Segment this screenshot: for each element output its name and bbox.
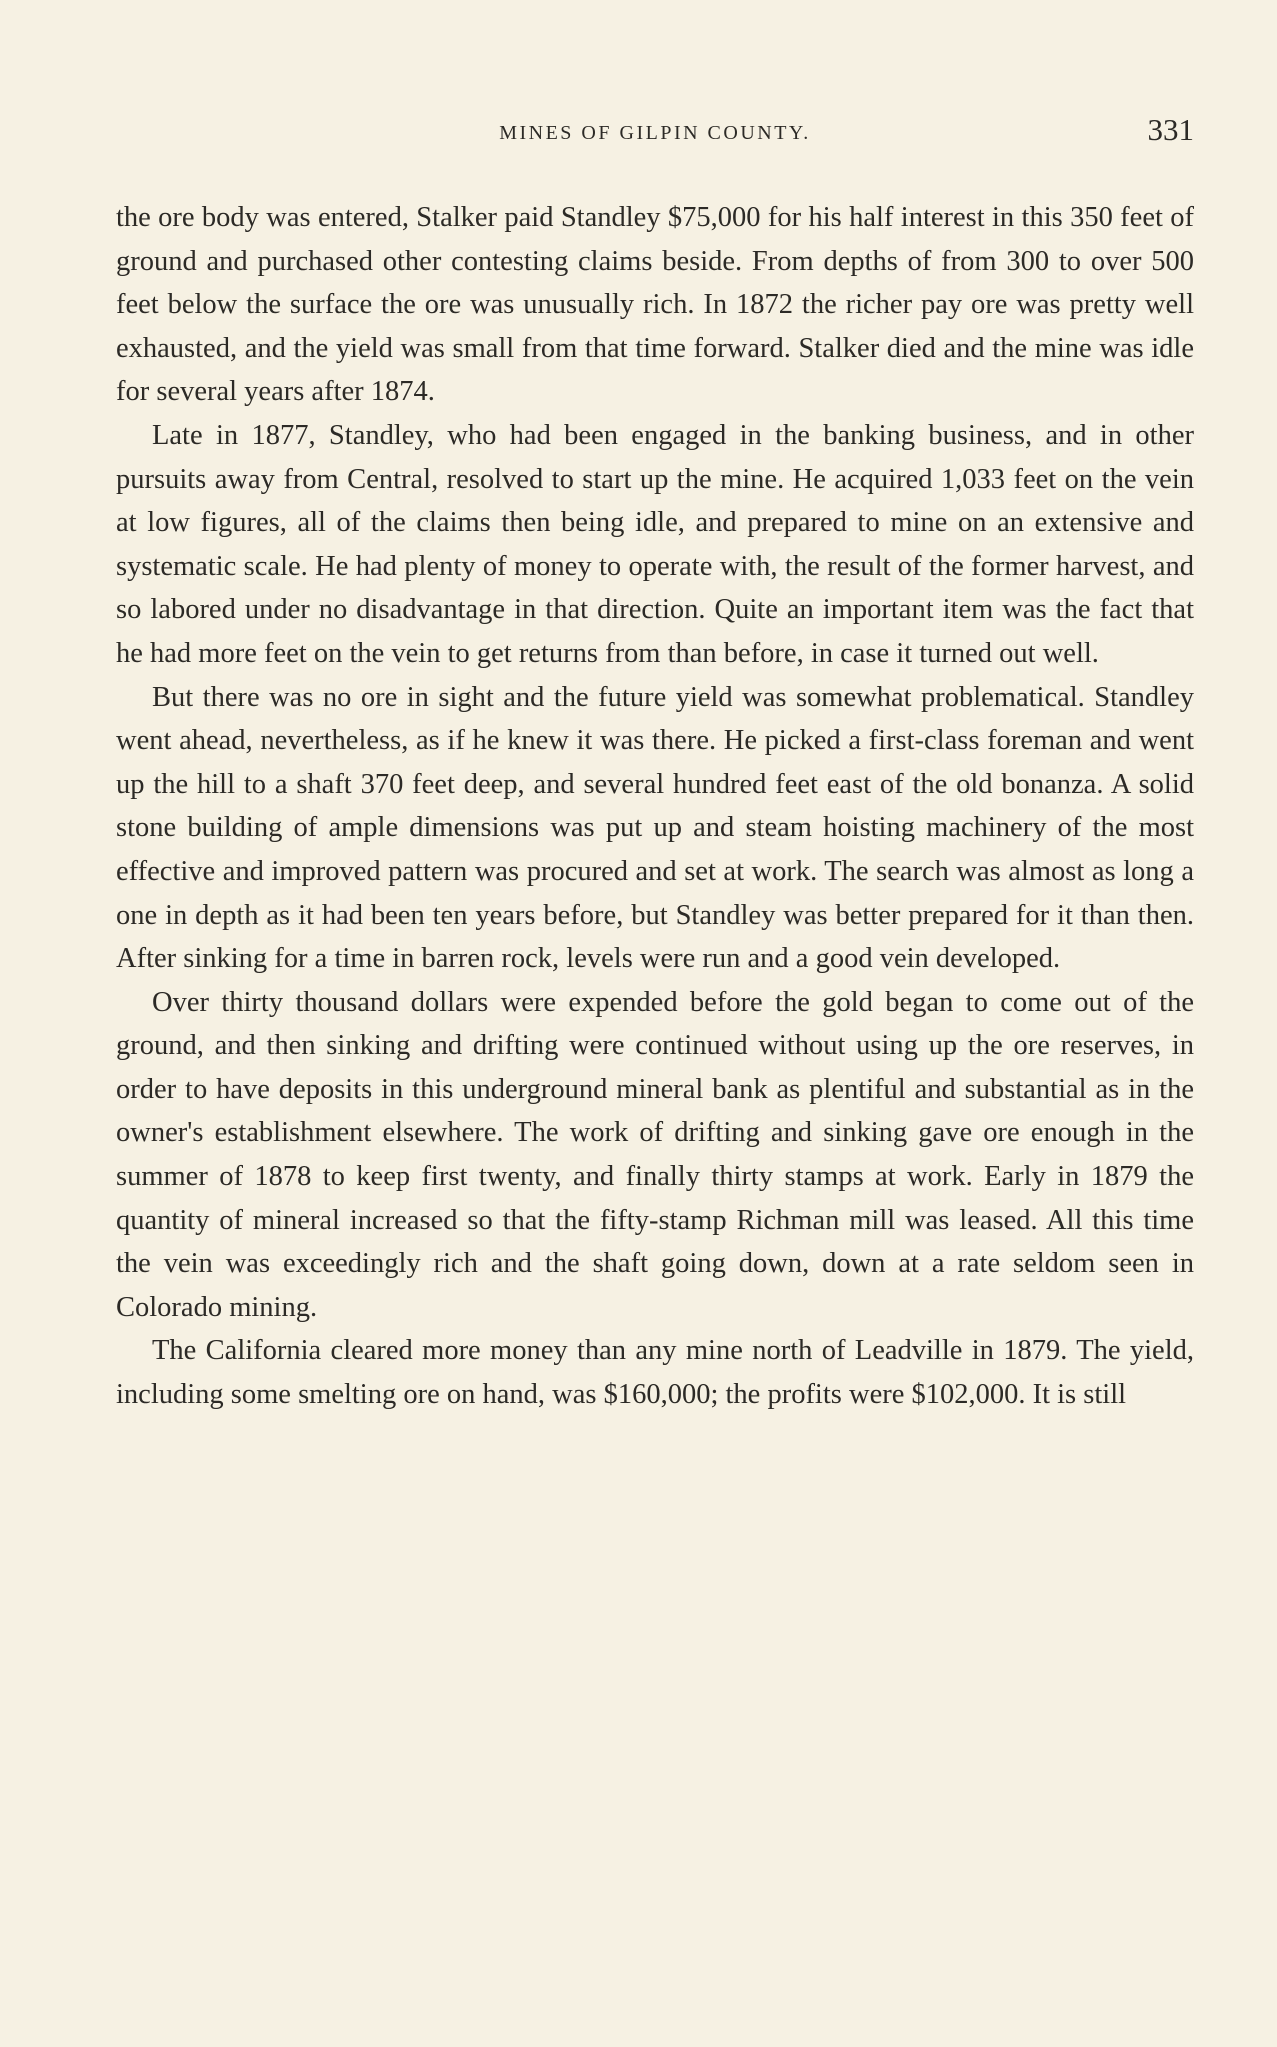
page-number: 331: [1147, 112, 1194, 147]
page-header: [116, 112, 1194, 156]
paragraph: Late in 1877, Standley, who had been engaged in the banking business, and in other pursuits away from Central, resolved to start up the mine. He acquired 1,033 feet on the vein at low figures, all of the claims then being idle, and prepared to mine on an extensive and systematic scale. He had plenty of money to operate with, the result of the former harvest, and so labored under no disadvantage in that direction. Quite an important item was the fact that he had more feet on the vein to get returns from than before, in case it turned out well.: [116, 419, 1194, 669]
running-head: MINES OF GILPIN COUNTY.: [499, 122, 811, 144]
paragraph: the ore body was entered, Stalker paid Standley $75,000 for his half interest in this 350 feet of ground and purchased other contesting claims beside. From depths of from 300 to over 500 feet below the surface the ore was unusually rich. In 1872 the richer pay ore was pretty well exhausted, and the yield was small from that time forward. Stalker died and the mine was idle for several years after 1874.: [116, 202, 1194, 408]
paragraph: Over thirty thousand dollars were expended before the gold began to come out of the ground, and then sinking and drifting were continued without using up the ore reserves, in order to have deposits in this underground mineral bank as plentiful and substantial as in the owner's establishment elsewhere. The work of drifting and sinking gave ore enough in the summer of 1878 to keep first twenty, and finally thirty stamps at work. Early in 1879 the quantity of mineral increased so that the fifty-stamp Richman mill was leased. All this time the vein was exceedingly rich and the shaft going down, down at a rate seldom seen in Colorado mining.: [116, 986, 1194, 1323]
body-text: [116, 196, 1194, 1417]
paragraph: The California cleared more money than any mine north of Leadville in 1879. The yield, including some smelting ore on hand, was $160,000; the profits were $102,000. It is still: [116, 1335, 1194, 1411]
paragraph: But there was no ore in sight and the future yield was somewhat problematical. Standley went ahead, nevertheless, as if he knew it was there. He picked a first-class foreman and went up the hill to a shaft 370 feet deep, and several hundred feet east of the old bonanza. A solid stone building of ample dimensions was put up and steam hoisting machinery of the most effective and improved pattern was procured and set at work. The search was almost as long a one in depth as it had been ten years before, but Standley was better prepared for it than then. After sinking for a time in barren rock, levels were run and a good vein developed.: [116, 681, 1194, 975]
